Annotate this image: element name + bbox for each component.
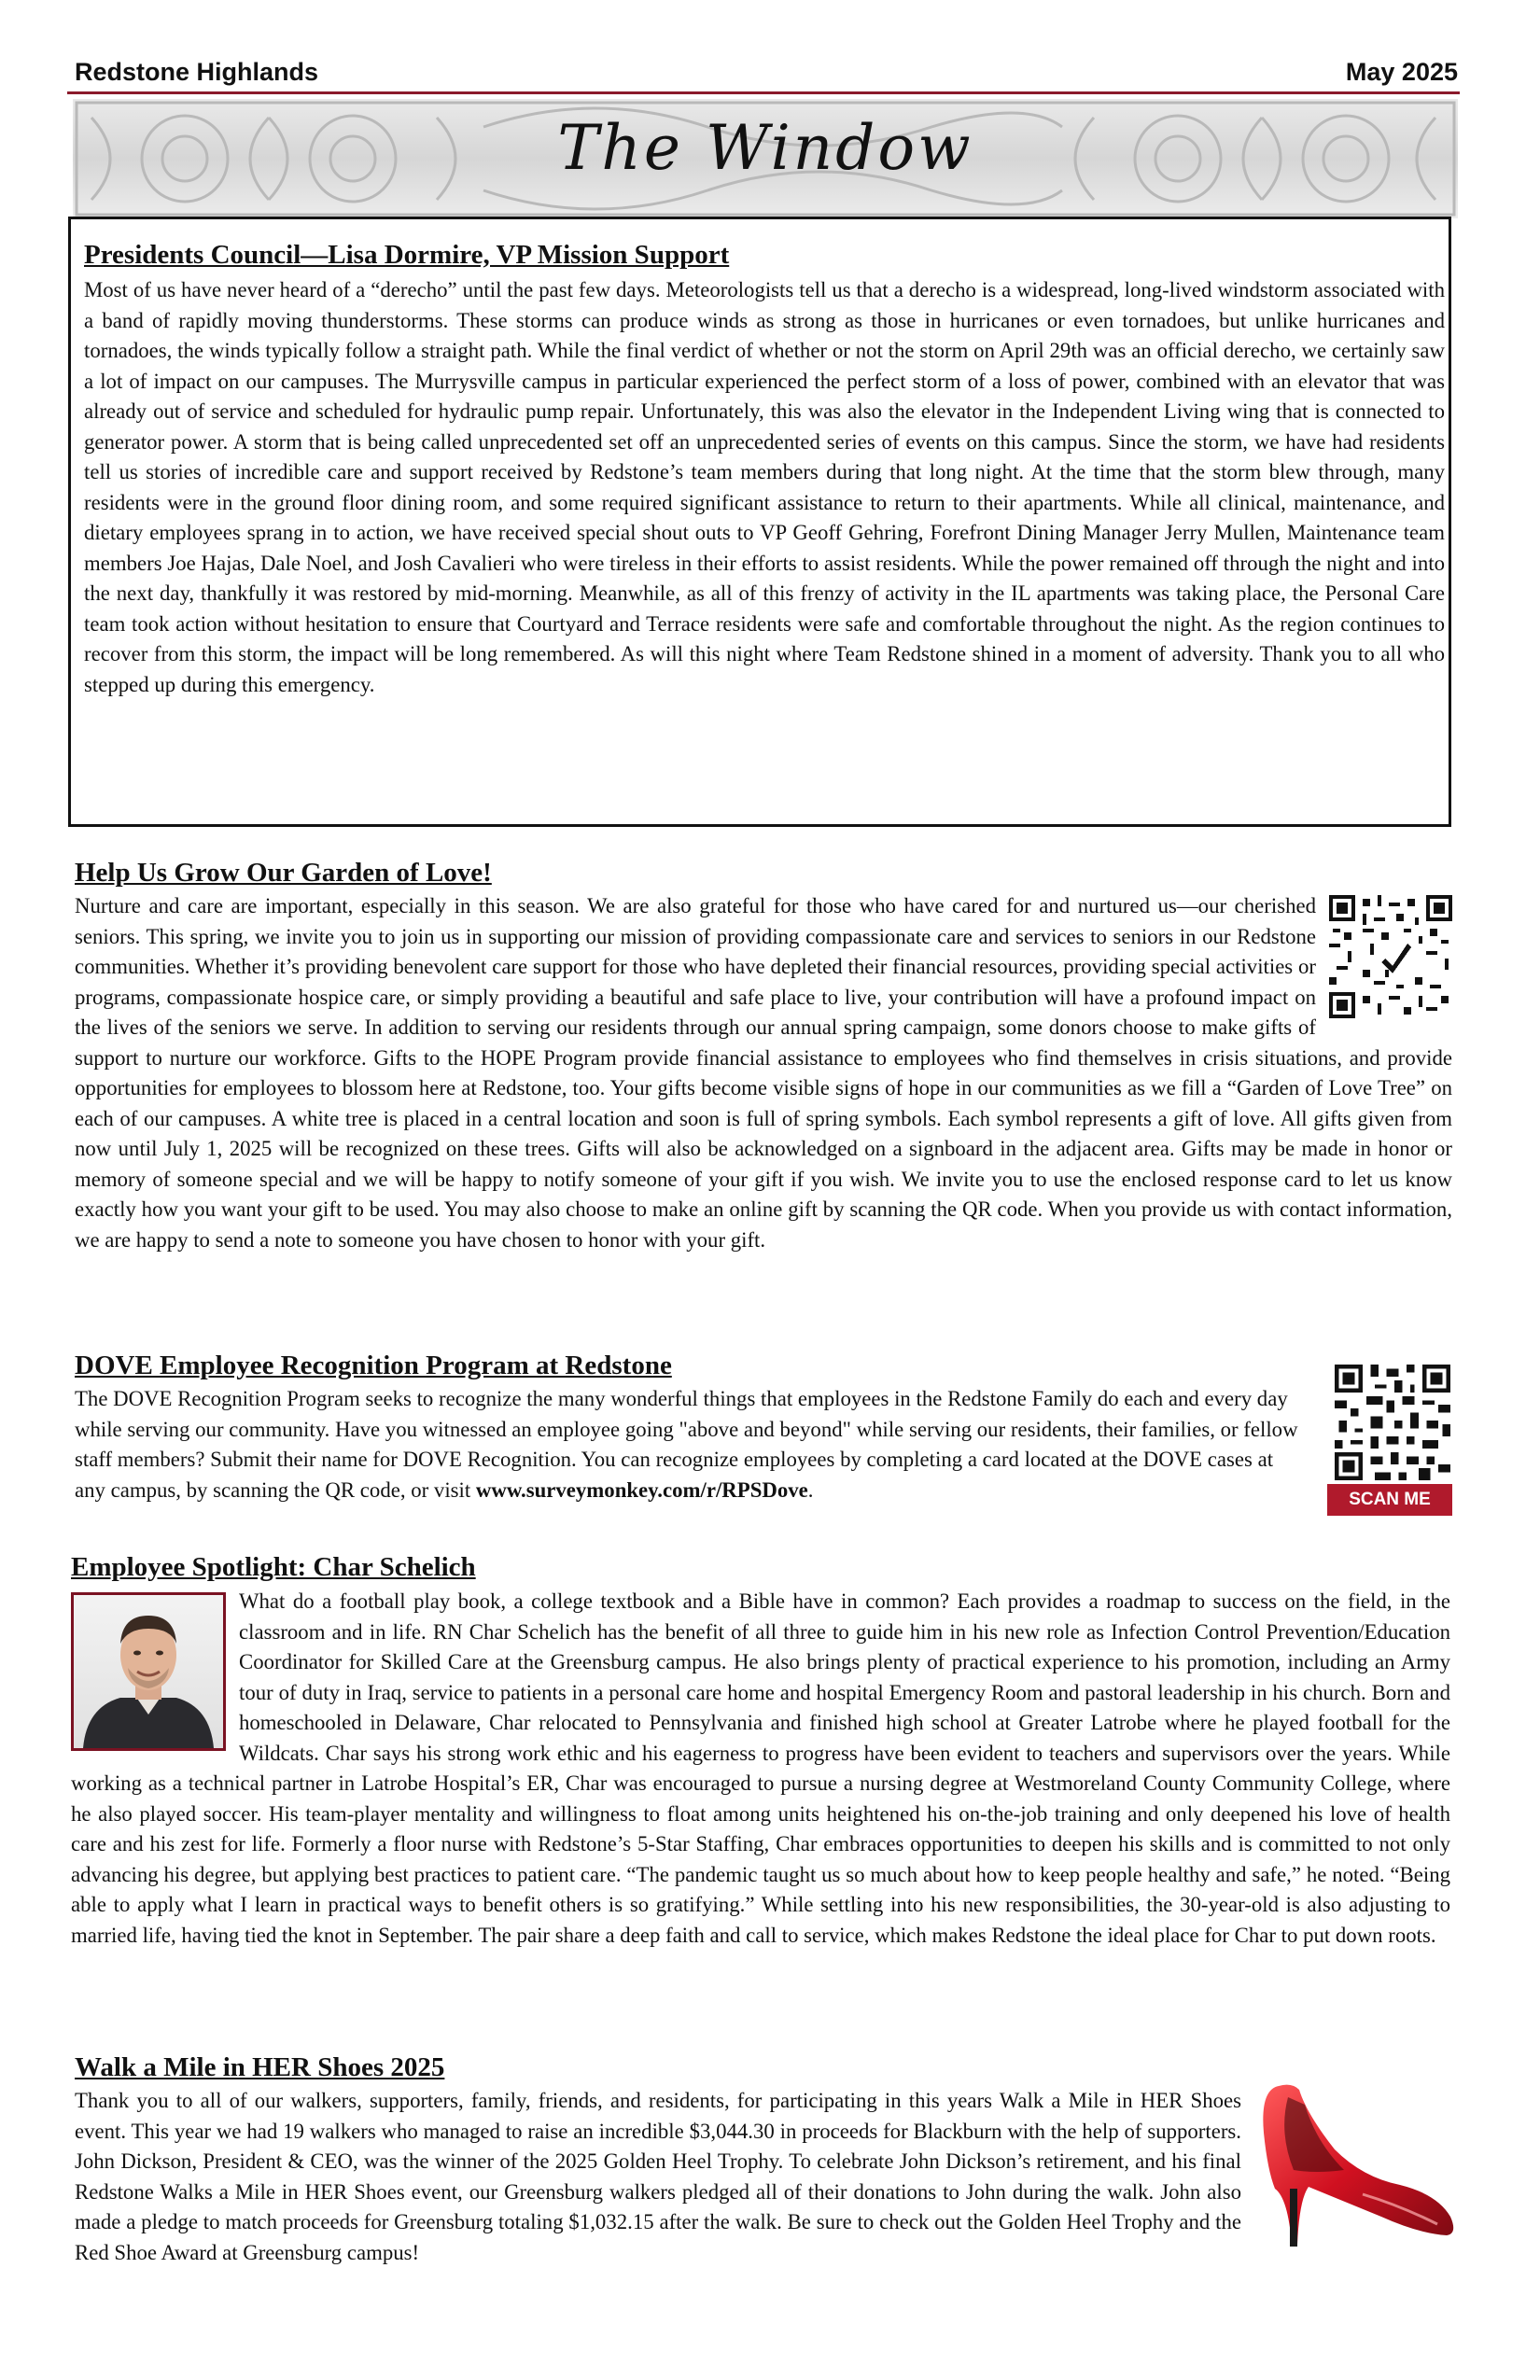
dove-link-suffix: . xyxy=(807,1477,814,1502)
garden-of-love-body: Nurture and care are important, especially in this season. We are also grateful for those who have cared for and nurtured us—our cherished seniors. This spring, we invite you to join us in supporting our mission of providing compassionate care and services to seniors in our Redstone communities. Whether it’s providing benevolent care support for those who have depleted their financial resources, providing special activities or programs, compassionate hospice care, or simply providing a beautiful and safe place to live, your contribution will have a profound impact on the lives of the seniors we serve. In addition to serving our residents through our annual spring campaign, some donors choose to make gifts of support to nurture our workforce. Gifts to the HOPE Program provide financial assistance to employees who find themselves in crisis situations, and provide opportunities for employees to blossom here at Redstone, too. Your gifts become visible signs of hope in our communities as we fill a “Garden of Love Tree” on each of our campuses. A white tree is placed in a central location and soon is full of spring symbols. Each symbol represents a gift of love. All gifts given from now until July 1, 2025 will be recognized on these trees. Gifts will also be acknowledged on a signboard in the adjacent area. Gifts may be made in honor or memory of someone special and we will be happy to notify someone of your gift if you wish. We invite you to use the enclosed response card to let us know exactly how you want your gift to be used. You may also choose to make an online gift by scanning the QR code. When you provide us with contact information, we are happy to send a note to someone you have chosen to honor with your gift. xyxy=(75,894,1452,1252)
garden-qr-code[interactable] xyxy=(1329,891,1452,1022)
dove-survey-link[interactable]: www.surveymonkey.com/r/RPSDove xyxy=(475,1477,808,1502)
masthead-banner xyxy=(73,99,1458,218)
dove-qr-code[interactable] xyxy=(1335,1365,1450,1480)
red-high-heel-shoe-icon xyxy=(1251,2077,1456,2254)
scan-me-button[interactable]: SCAN ME xyxy=(1327,1484,1452,1516)
employee-spotlight-body: What do a football play book, a college textbook and a Bible have in common? Each provides a roadmap to success on the field, in the classroom and in life. RN Char Schelich has the benefit of all three to guide him in his new role as Infection Control Prevention/Education Coordinator for Skilled Care at the Greensburg campus. He also brings plenty of practical experience to his promotion, including an Army tour of duty in Iraq, service to patients in a personal care home and hospital Emergency Room and pastoral leadership in his church. Born and homeschooled in Delaware, Char relocated to Pennsylvania and finished high school at Greater Latrobe where he played football for the Wildcats. Char says his strong work ethic and his eagerness to progress have been evident to teachers and supervisors over the years. While working as a technical partner in Latrobe Hospital’s ER, Char was encouraged to pursue a nursing degree at Westmoreland County Community College, where he also played soccer. His team-player mentality and willingness to float among units heightened his on-the-job training and only deepened his love of health care and his zest for life. Formerly a floor nurse with Redstone’s 5-Star Staffing, Char embraces opportunities to deepen his skills and is committed to not only advancing his degree, but applying best practices to patient care. “The pandemic taught us so much about how to keep people healthy and safe,” he noted. “Being able to apply what I learn in practical ways to benefit others is so gratifying.” While settling into his new responsibilities, the 30-year-old is also adjusting to married life, having tied the knot in September. The pair share a deep faith and call to service, which makes Redstone the ideal place for Char to put down roots. xyxy=(71,1589,1450,1947)
walk-a-mile-body: Thank you to all of our walkers, supporters, family, friends, and residents, for participating in this years Walk a Mile in HER Shoes event. This year we had 19 walkers who managed to raise an incredible $3,044.30 in proceeds for Blackburn with the help of supporters. John Dickson, President & CEO, was the winner of the 2025 Golden Heel Trophy. To celebrate John Dickson’s retirement, and his final Redstone Walks a Mile in HER Shoes event, our Greensburg walkers pledged all of their donations to John during the walk. John also made a pledge to match proceeds for Greensburg totaling $1,032.15 after the walk. Be sure to check out the Golden Heel Trophy and the Red Shoe Award at Greensburg campus! xyxy=(75,2089,1241,2264)
newsletter-title: The Window xyxy=(557,112,973,184)
dove-heading: DOVE Employee Recognition Program at Redstone xyxy=(75,1351,672,1380)
portrait-illustration xyxy=(74,1595,223,1748)
walk-a-mile-heading: Walk a Mile in HER Shoes 2025 xyxy=(75,2052,445,2082)
dove-section xyxy=(75,1384,1307,1505)
newsletter-org-name: Redstone Highlands xyxy=(75,58,319,86)
employee-spotlight-section xyxy=(71,1587,1450,1951)
newsletter-date: May 2025 xyxy=(1345,58,1458,86)
garden-of-love-section xyxy=(75,891,1452,1255)
employee-spotlight-heading: Employee Spotlight: Char Schelich xyxy=(71,1552,476,1582)
garden-of-love-heading: Help Us Grow Our Garden of Love! xyxy=(75,858,492,888)
header-divider xyxy=(67,91,1460,94)
presidents-council-body: Most of us have never heard of a “derecho” until the past few days. Meteorologists tell us that a derecho is a widespread, long-lived windstorm associated with a band of rapidly moving thunderstorms. These storms can produce winds as strong as those in hurricanes or even tornadoes, but unlike hurricanes and tornadoes, the winds typically follow a straight path. While the final verdict of whether or not the storm on April 29th was an official derecho, we certainly saw a lot of impact on our campuses. The Murrysville campus in particular experienced the perfect storm of a loss of power, combined with an elevator that was already out of service and scheduled for hydraulic pump repair. Unfortunately, this was also the elevator in the Independent Living wing that is connected to generator power. A storm that is being called unprecedented set off an unprecedented series of events on this campus. Since the storm, we have had residents tell us stories of incredible care and support received by Redstone’s team members during that long night. At the time that the storm blew through, many residents were in the ground floor dining room, and some required significant assistance to return to their apartments. While all clinical, maintenance, and dietary employees sprang in to action, we have received special shout outs to VP Geoff Gehring, Forefront Dining Manager Jerry Mullen, Maintenance team members Joe Hajas, Dale Noel, and Josh Cavalieri who were tireless in their efforts to assist residents. While the power remained off through the night and into the next day, thankfully it was restored by mid-morning. Meanwhile, as all of this frenzy of activity in the IL apartments was taking place, the Personal Care team took action without hesitation to ensure that Courtyard and Terrace residents were safe and comfortable throughout the night. As the region continues to recover from this storm, the impact will be long remembered. As will this night where Team Redstone shined in a moment of adversity. Thank you to all who stepped up during this emergency. xyxy=(84,278,1445,696)
presidents-council-heading: Presidents Council—Lisa Dormire, VP Mission Support xyxy=(84,240,730,270)
employee-photo xyxy=(71,1592,226,1751)
dove-body: The DOVE Recognition Program seeks to recognize the many wonderful things that employees in the Redstone Family do each and every day while serving our community. Have you witnessed an employee going "above and beyond" while serving our residents, their families, or fellow staff members? Submit their name for DOVE Recognition. You can recognize employees by completing a card located at the DOVE cases at any campus, by scanning the QR code, or visit xyxy=(75,1387,1298,1502)
